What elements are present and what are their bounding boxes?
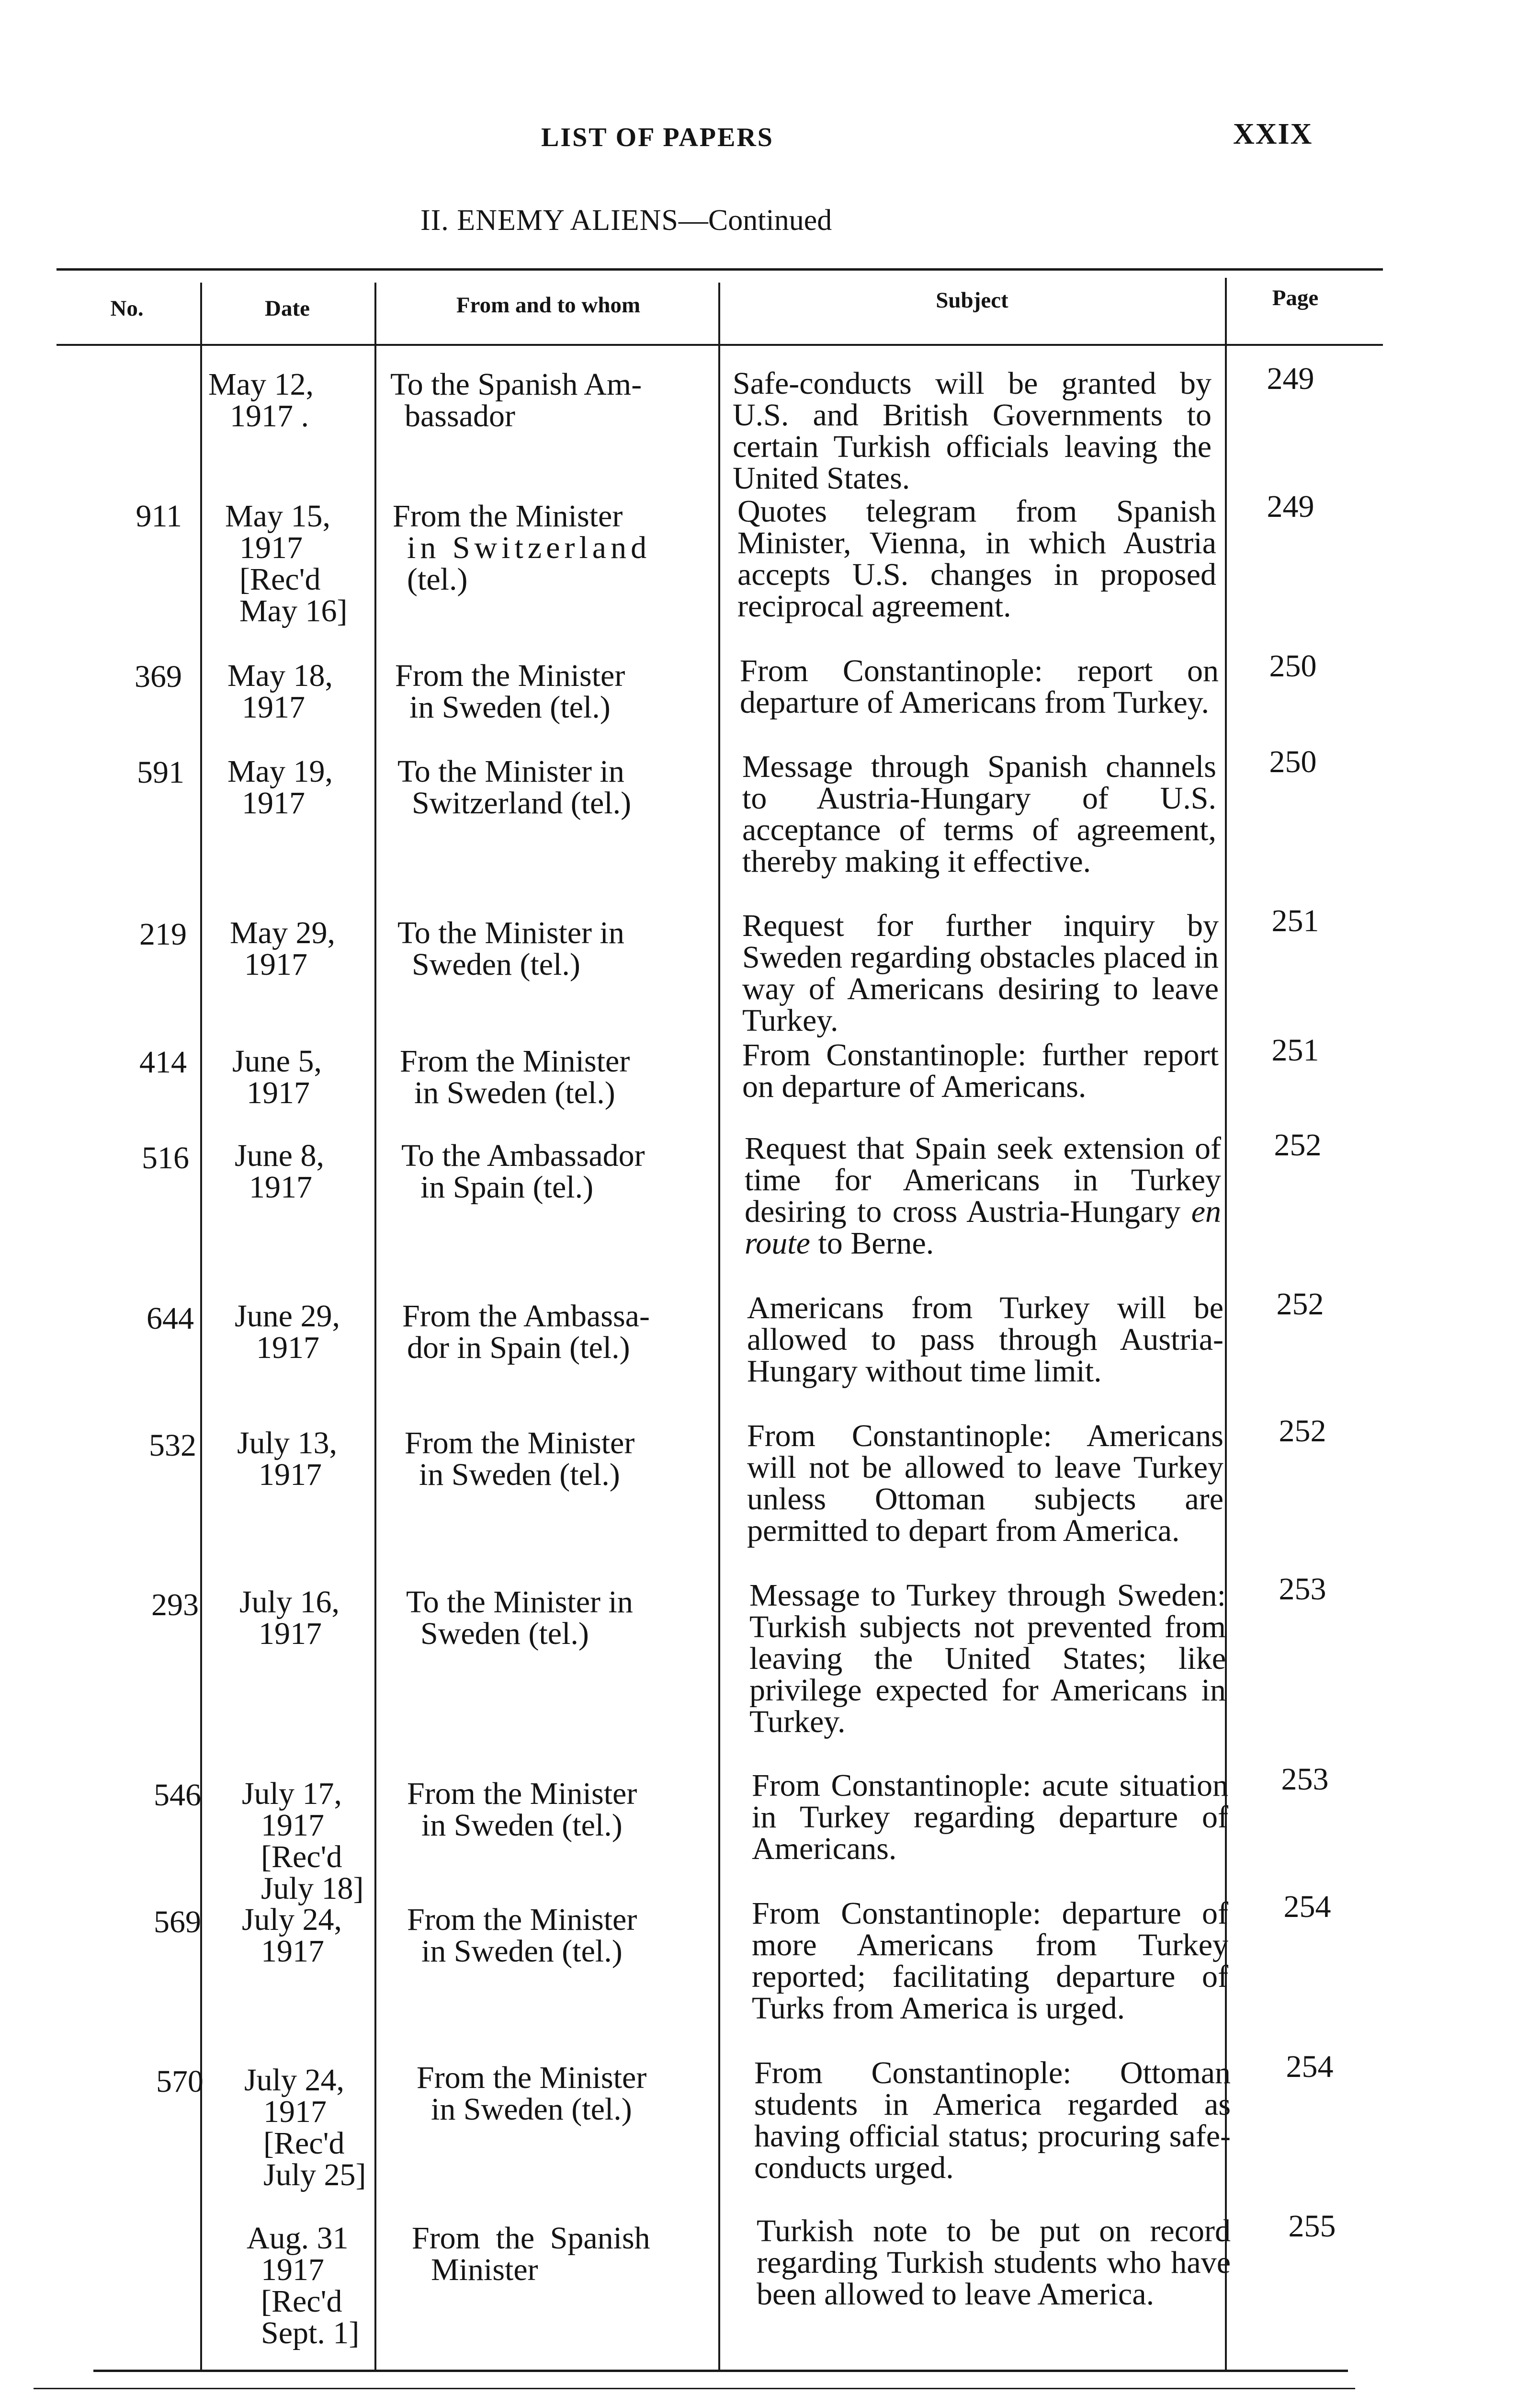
row-from-to bbox=[407, 1778, 742, 1841]
row-page: 255 bbox=[1288, 2209, 1336, 2244]
row-date bbox=[227, 756, 405, 819]
column-divider-no-date bbox=[200, 283, 202, 2370]
row-from-to-line: in Switzerland bbox=[407, 530, 651, 565]
section-title-continued: —Continued bbox=[678, 204, 832, 237]
row-page: 249 bbox=[1267, 361, 1314, 396]
row-page: 253 bbox=[1279, 1572, 1326, 1607]
row-from-to bbox=[397, 756, 733, 819]
row-page: 251 bbox=[1271, 903, 1319, 938]
row-date bbox=[225, 501, 402, 627]
row-date-line: July 24, bbox=[244, 2063, 345, 2098]
row-from-to-line: From the Spanish bbox=[412, 2221, 650, 2256]
column-header-subject: Subject bbox=[936, 288, 1008, 313]
row-subject: From Constantinople: acute situation in Turkey regarding departure of Americans. bbox=[752, 1768, 1228, 1866]
section-title-text: II. ENEMY ALIENS bbox=[420, 204, 679, 237]
row-date bbox=[239, 1586, 417, 1650]
row-number: 569 bbox=[154, 1905, 201, 1939]
row-date-line: 1917 bbox=[242, 786, 305, 821]
row-page: 250 bbox=[1269, 744, 1317, 779]
row-page: 253 bbox=[1281, 1762, 1329, 1797]
running-head: LIST OF PAPERS bbox=[541, 123, 774, 152]
row-number: 911 bbox=[136, 499, 182, 534]
row-from-to bbox=[417, 2062, 752, 2125]
row-from-to-line: To the Minister in bbox=[397, 915, 624, 950]
row-date-line: July 24, bbox=[242, 1902, 342, 1937]
row-from-to-line: bassador bbox=[405, 399, 515, 433]
row-date-line: 1917 bbox=[256, 1330, 319, 1365]
row-from-to-line: Switzerland (tel.) bbox=[412, 786, 632, 821]
row-from-to bbox=[412, 2223, 747, 2286]
row-date-line: May 19, bbox=[227, 754, 333, 789]
row-date-line: June 5, bbox=[232, 1044, 322, 1079]
row-from-to-line: From the Minister bbox=[395, 658, 625, 693]
row-date bbox=[242, 1904, 419, 1967]
row-from-to bbox=[402, 1300, 737, 1364]
row-from-to-line: To the Ambassador bbox=[401, 1138, 645, 1173]
row-subject bbox=[745, 1133, 1221, 1259]
row-number: 570 bbox=[156, 2064, 204, 2099]
row-from-to bbox=[407, 1904, 742, 1967]
row-date bbox=[235, 1300, 412, 1364]
row-date bbox=[230, 917, 407, 981]
row-date-line: 1917 bbox=[247, 1075, 310, 1110]
page-bottom-rule bbox=[34, 2388, 1355, 2389]
row-from-to-line: in Sweden (tel.) bbox=[414, 1075, 615, 1110]
row-number: 591 bbox=[137, 755, 184, 790]
row-subject-italic: en route bbox=[745, 1194, 1221, 1261]
table-bottom-rule bbox=[93, 2370, 1348, 2372]
row-subject: From Constantinople: Americans will not be allowed to leave Turkey unless Ottoman subjects are permitted to depart from America. bbox=[747, 1418, 1223, 1548]
row-date-line: [Rec'd bbox=[261, 1839, 342, 1874]
row-date-line: 1917 bbox=[244, 947, 307, 982]
row-subject: Americans from Turkey will be allowed to pass through Austria-Hungary without time limit. bbox=[747, 1290, 1223, 1389]
row-date bbox=[235, 1140, 412, 1203]
row-subject: Quotes telegram from Spanish Minister, Vienna, in which Austria accepts U.S. changes in proposed reciprocal agreement. bbox=[737, 494, 1216, 624]
row-date-line: 1917 bbox=[259, 1457, 322, 1492]
row-number: 293 bbox=[151, 1587, 199, 1622]
row-page: 254 bbox=[1283, 1889, 1331, 1924]
row-from-to-line: Minister bbox=[431, 2252, 538, 2287]
row-subject: From Constantinople: further report on departure of Americans. bbox=[742, 1038, 1219, 1104]
row-date-line: May 12, bbox=[208, 367, 314, 402]
row-from-to bbox=[400, 1046, 735, 1109]
row-date bbox=[237, 1427, 414, 1491]
row-from-to bbox=[390, 369, 725, 432]
row-from-to-line: From the Minister bbox=[417, 2060, 647, 2095]
section-title bbox=[420, 204, 832, 238]
row-date-line: 1917 bbox=[261, 1934, 324, 1969]
row-date-line: 1917 bbox=[249, 1170, 312, 1205]
row-date-line: 1917 bbox=[261, 2252, 324, 2287]
row-from-to-line: in Sweden (tel.) bbox=[421, 1934, 623, 1969]
row-date-line: 1917 bbox=[263, 2094, 327, 2129]
row-from-to bbox=[395, 660, 730, 723]
row-from-to-line: in Sweden (tel.) bbox=[431, 2092, 632, 2127]
row-from-to-line: From the Minister bbox=[400, 1044, 630, 1079]
row-date-line: July 13, bbox=[237, 1426, 338, 1460]
row-number: 516 bbox=[142, 1140, 189, 1175]
row-page: 252 bbox=[1279, 1414, 1326, 1448]
row-number: 546 bbox=[154, 1778, 201, 1813]
row-date-line: 1917 bbox=[261, 1808, 324, 1843]
row-page: 254 bbox=[1286, 2049, 1334, 2084]
row-from-to bbox=[405, 1427, 740, 1491]
row-date-line: [Rec'd bbox=[239, 562, 321, 597]
row-date-line: 1917 bbox=[259, 1616, 322, 1651]
row-date-line: Sept. 1] bbox=[261, 2315, 360, 2350]
row-from-to-line: From the Minister bbox=[393, 499, 623, 534]
row-date-line: 1917 bbox=[239, 530, 303, 565]
row-from-to bbox=[393, 501, 728, 595]
row-number: 414 bbox=[139, 1045, 187, 1080]
row-date-line: July 18] bbox=[261, 1871, 364, 1906]
row-number: 644 bbox=[147, 1301, 194, 1336]
row-from-to-line: From the Minister bbox=[407, 1902, 637, 1937]
row-from-to-line: To the Spanish Am- bbox=[390, 367, 642, 402]
column-header-page: Page bbox=[1272, 285, 1319, 310]
row-date-line: Aug. 31 bbox=[247, 2221, 349, 2256]
row-subject: Message to Turkey through Sweden: Turkish subjects not prevented from leaving the United States; like privilege expected for Americans in Turkey. bbox=[749, 1578, 1226, 1739]
row-date bbox=[242, 1778, 419, 1905]
row-date bbox=[247, 2223, 424, 2349]
column-header-date: Date bbox=[265, 296, 310, 321]
row-subject: Safe-conducts will be granted by U.S. and British Governments to certain Turkish officials leaving the United States. bbox=[733, 366, 1212, 496]
row-date-line: [Rec'd bbox=[263, 2126, 345, 2161]
row-date-line: 1917 bbox=[242, 690, 305, 725]
table-top-rule bbox=[57, 268, 1383, 271]
row-subject: Turkish note to be put on record regarding Turkish students who have been allowed to leave America. bbox=[757, 2213, 1231, 2312]
page-number: XXIX bbox=[1233, 118, 1313, 150]
row-subject: From Constantinople: report on departure of Americans from Turkey. bbox=[740, 653, 1219, 720]
row-from-to bbox=[397, 917, 733, 981]
row-date bbox=[232, 1046, 409, 1109]
row-subject: From Constantinople: departure of more Americans from Turkey reported; facilitating departure of Turks from America is urged. bbox=[752, 1896, 1228, 2026]
row-number: 219 bbox=[139, 917, 187, 952]
row-from-to-line: in Sweden (tel.) bbox=[409, 690, 611, 725]
row-page: 252 bbox=[1276, 1287, 1324, 1322]
column-header-no: No. bbox=[110, 296, 144, 321]
row-date-line: July 17, bbox=[242, 1776, 342, 1811]
row-date-line: May 29, bbox=[230, 915, 335, 950]
row-page: 251 bbox=[1271, 1033, 1319, 1068]
row-from-to-line: To the Minister in bbox=[406, 1585, 633, 1619]
row-from-to-line: in Sweden (tel.) bbox=[421, 1808, 623, 1843]
row-from-to-line: in Spain (tel.) bbox=[420, 1170, 594, 1205]
row-from-to-line: From the Ambassa- bbox=[402, 1299, 650, 1334]
row-from-to-line: From the Minister bbox=[405, 1426, 635, 1460]
row-date-line: 1917 . bbox=[230, 399, 309, 433]
row-from-to bbox=[406, 1586, 741, 1650]
row-subject: From Constantinople: Ottoman students in America regarded as having official status; procuring safe-conducts urged. bbox=[754, 2055, 1231, 2185]
row-page: 250 bbox=[1269, 649, 1317, 684]
row-number: 532 bbox=[149, 1428, 196, 1463]
row-from-to-line: To the Minister in bbox=[397, 754, 624, 789]
row-subject-text: Request that Spain seek extension of time for Americans in Turkey desiring to cross Austria-Hungary bbox=[745, 1131, 1221, 1229]
row-from-to-line: (tel.) bbox=[407, 562, 468, 597]
row-from-to bbox=[401, 1140, 736, 1203]
row-page: 249 bbox=[1267, 489, 1314, 524]
row-from-to-line: Sweden (tel.) bbox=[412, 947, 580, 982]
row-page: 252 bbox=[1274, 1128, 1322, 1163]
row-date bbox=[244, 2064, 421, 2191]
row-date-line: May 16] bbox=[239, 593, 348, 628]
row-date bbox=[208, 369, 385, 432]
row-subject: Request for further inquiry by Sweden regarding obstacles placed in way of Americans desiring to leave Turkey. bbox=[742, 908, 1219, 1038]
row-date-line: July 16, bbox=[239, 1585, 340, 1619]
row-from-to-line: Sweden (tel.) bbox=[420, 1616, 589, 1651]
row-number: 369 bbox=[135, 659, 182, 694]
row-date-line: May 15, bbox=[225, 499, 330, 534]
row-date-line: [Rec'd bbox=[261, 2284, 342, 2319]
row-from-to-line: From the Minister bbox=[407, 1776, 637, 1811]
row-from-to-line: in Sweden (tel.) bbox=[419, 1457, 620, 1492]
row-date-line: June 29, bbox=[235, 1299, 340, 1334]
row-date-line: June 8, bbox=[235, 1138, 324, 1173]
column-header-from-to: From and to whom bbox=[456, 293, 641, 318]
row-date-line: May 18, bbox=[227, 658, 333, 693]
row-date-line: July 25] bbox=[263, 2157, 366, 2192]
row-subject-text: to Berne. bbox=[810, 1226, 934, 1261]
row-date bbox=[227, 660, 405, 723]
row-subject: Message through Spanish channels to Austria-Hungary of U.S. acceptance of terms of agreement, thereby making it effective. bbox=[742, 749, 1216, 879]
row-from-to-line: dor in Spain (tel.) bbox=[407, 1330, 630, 1365]
